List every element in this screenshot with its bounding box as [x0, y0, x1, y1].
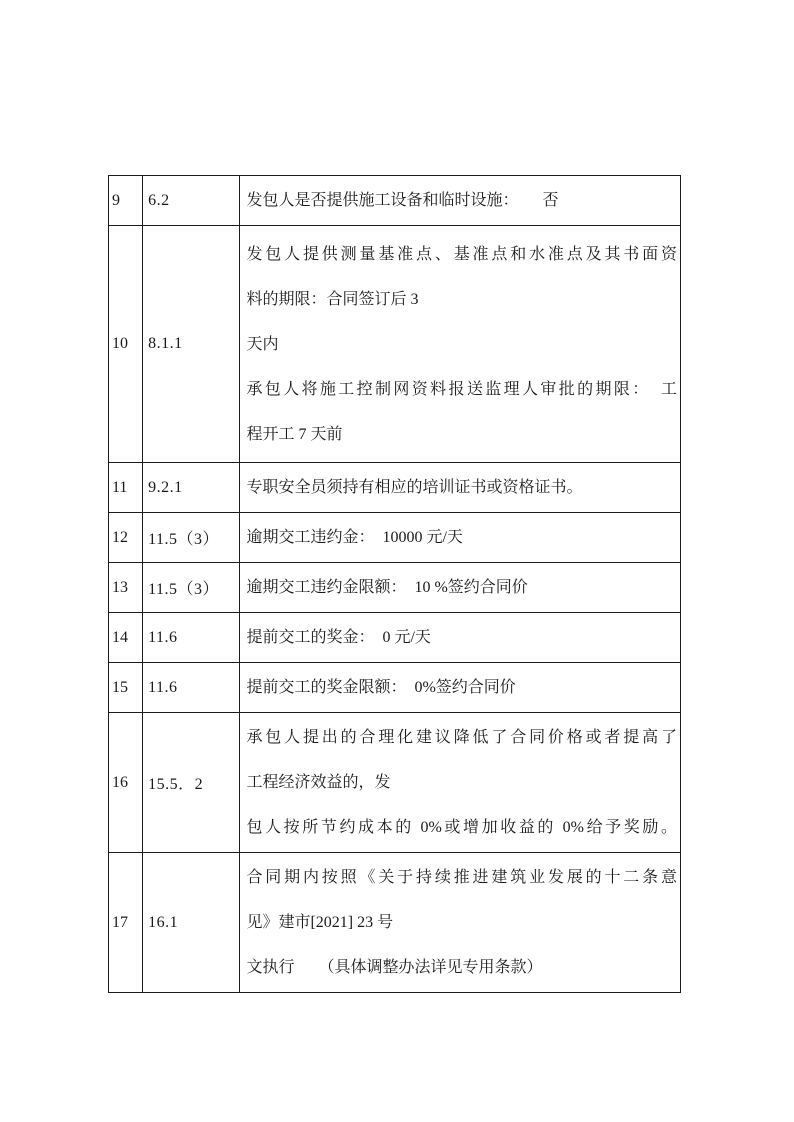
clause-number-cell: 8.1.1 — [143, 226, 240, 463]
clause-number-cell: 11.6 — [143, 613, 240, 663]
row-number-cell: 13 — [109, 563, 143, 613]
clause-number-cell: 16.1 — [143, 853, 240, 993]
row-number-cell: 17 — [109, 853, 143, 993]
content-line: 发包人提供测量基准点、基准点和水准点及其书面资 — [246, 245, 677, 263]
row-number-cell: 9 — [109, 176, 143, 226]
content-line: 见》建市[2021] 23 号 — [246, 914, 394, 931]
content-line: 天内 — [246, 335, 279, 353]
content-cell — [240, 853, 681, 993]
contract-data-table — [108, 175, 681, 993]
table-row — [109, 563, 681, 613]
table-row — [109, 853, 681, 993]
table-row — [109, 713, 681, 853]
content-line: 逾期交工违约金： 10000 元/天 — [246, 529, 463, 546]
content-line: 包人按所节约成本的 0%或增加收益的 0%给予奖励。 — [246, 819, 677, 836]
row-number-cell: 15 — [109, 663, 143, 713]
clause-number-cell: 9.2.1 — [143, 463, 240, 513]
clause-number-cell: 6.2 — [143, 176, 240, 226]
table-row — [109, 226, 681, 463]
content-cell — [240, 713, 681, 853]
row-number-cell: 10 — [109, 226, 143, 463]
content-cell — [240, 463, 681, 513]
content-line: 专职安全员须持有相应的培训证书或资格证书。 — [246, 479, 583, 496]
content-line: 提前交工的奖金限额： 0%签约合同价 — [246, 679, 516, 696]
content-line: 程开工 7 天前 — [246, 425, 343, 443]
content-cell — [240, 663, 681, 713]
content-line: 逾期交工违约金限额： 10 %签约合同价 — [246, 579, 528, 596]
content-line: 文执行 （具体调整办法详见专用条款） — [246, 959, 543, 976]
content-cell — [240, 226, 681, 463]
row-number-cell: 12 — [109, 513, 143, 563]
clause-number-cell: 11.6 — [143, 663, 240, 713]
content-line: 工程经济效益的，发 — [246, 774, 391, 791]
table-row — [109, 513, 681, 563]
content-line: 发包人是否提供施工设备和临时设施： 否 — [246, 192, 559, 209]
content-cell — [240, 176, 681, 226]
content-line: 承包人将施工控制网资料报送监理人审批的期限： 工 — [246, 380, 677, 398]
content-line: 合同期内按照《关于持续推进建筑业发展的十二条意 — [246, 869, 677, 886]
row-number-cell: 14 — [109, 613, 143, 663]
clause-number-cell: 11.5（3） — [143, 513, 240, 563]
clause-number-cell: 11.5（3） — [143, 563, 240, 613]
clause-number-cell: 15.5．2 — [143, 713, 240, 853]
content-line: 提前交工的奖金： 0 元/天 — [246, 629, 431, 646]
row-number-cell: 16 — [109, 713, 143, 853]
content-cell — [240, 563, 681, 613]
table-row — [109, 613, 681, 663]
table-row — [109, 463, 681, 513]
table-row — [109, 176, 681, 226]
content-line: 料的期限：合同签订后 3 — [246, 290, 419, 308]
content-cell — [240, 513, 681, 563]
content-cell — [240, 613, 681, 663]
row-number-cell: 11 — [109, 463, 143, 513]
table-row — [109, 663, 681, 713]
content-line: 承包人提出的合理化建议降低了合同价格或者提高了 — [246, 729, 677, 746]
table-body — [109, 176, 681, 993]
